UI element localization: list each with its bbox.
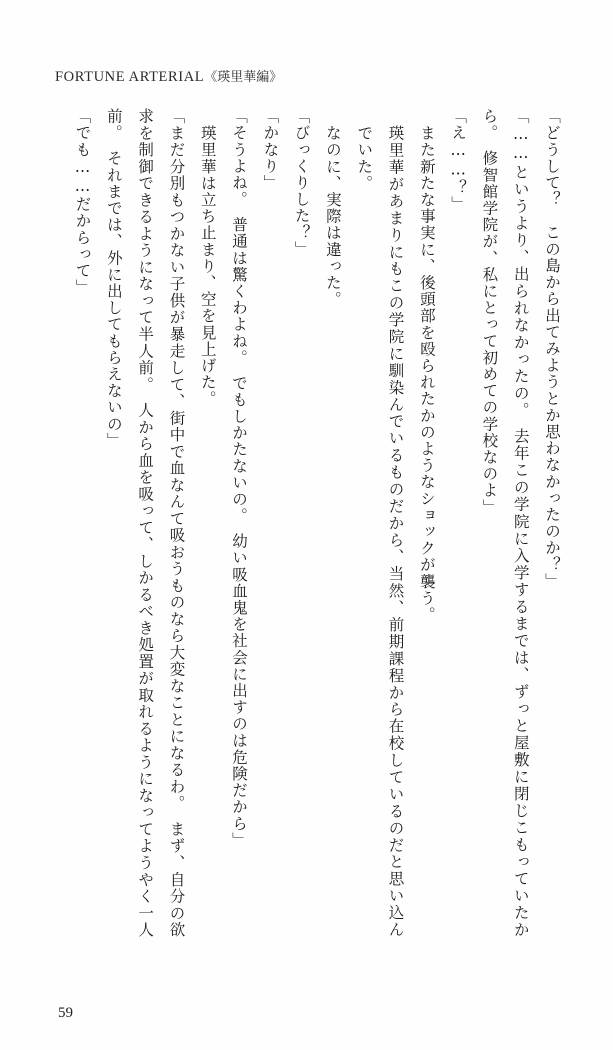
paragraph: 「まだ分別もつかない子供が暴走して、街中で血なんて吸おうものなら大変なことになるわ。 まず、自分の欲求を制御できるようになって半人前。 人から血を吸って、しかるべき処置が取れるようになってようやく一人前。 それまでは、外に出してもらえないの」 — [104, 108, 186, 938]
paragraph: 「どうして？ この島から出てみようとか思わなかったのか？」 — [543, 108, 561, 590]
running-head-subtitle: 《瑛里華編》 — [204, 70, 283, 85]
paragraph: 「……というより、出られなかったの。 去年この学院に入学するまでは、ずっと屋敷に閉じこもっていたから。 修智館学院が、私にとって初めての学校なのよ」 — [480, 108, 530, 938]
page-number: 59 — [58, 1005, 73, 1021]
paragraph: 「え……？」 — [449, 108, 468, 213]
paragraph: 「でも……だからって」 — [73, 108, 92, 296]
paragraph: なのに、実際は違った。 — [323, 125, 342, 308]
body-text — [55, 108, 567, 938]
paragraph: 瑛里華は立ち止まり、空を見上げた。 — [198, 125, 217, 408]
running-head — [55, 66, 282, 86]
paragraph: 瑛里華があまりにもこの学院に馴染んでいるものだから、当然、前期課程から在校しているのだと思い込んでいた。 — [355, 125, 405, 938]
paragraph: 「かなり」 — [261, 108, 280, 191]
paragraph: また新たな事実に、後頭部を殴られたかのようなショックが襲う。 — [417, 125, 436, 623]
paragraph: 「そうよね。 普通は驚くわよね。 でもしかたないの。 幼い吸血鬼を社会に出すのは危険だから」 — [230, 108, 249, 849]
running-head-title: FORTUNE ARTERIAL — [55, 69, 205, 85]
paragraph: 「びっくりした？」 — [292, 108, 311, 258]
